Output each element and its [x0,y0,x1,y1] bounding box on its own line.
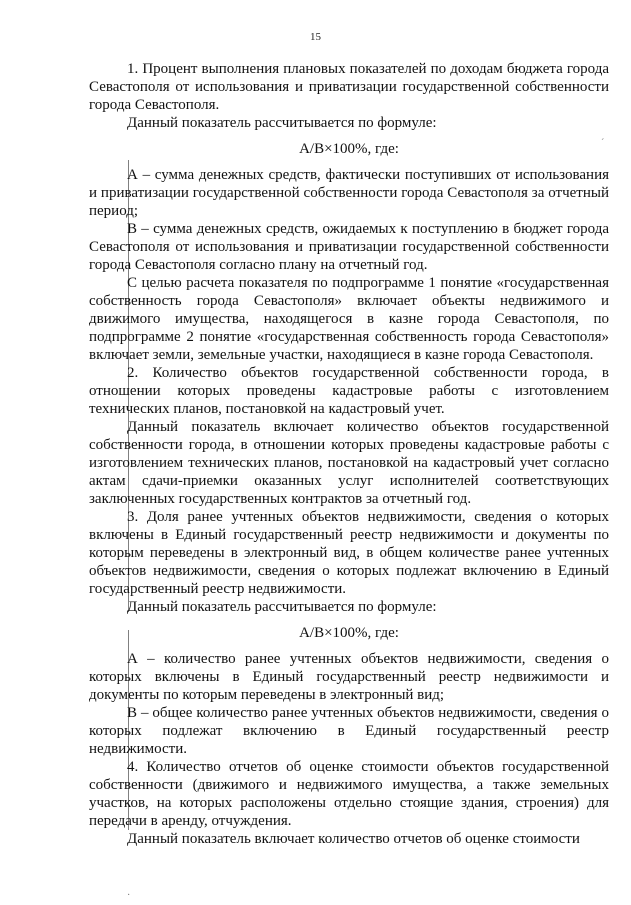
document-body [89,60,609,848]
paragraph-definition-b: В – общее количество ранее учтенных объектов недвижимости, сведения о которых подлежат включению в Единый государственный реестр недвижимости. [89,705,609,757]
paragraph-indicator-2-description: Данный показатель включает количество объектов государственной собственности города, в отношении которых проведены кадастровые работы с изготовлением технических планов, постановкой на кадастровый учет согласно актам сдачи-приемки оказанных услуг исполнителей соответствующих заключенных государственных контрактов за отчетный год. [89,419,609,507]
paragraph-definition-a: А – количество ранее учтенных объектов недвижимости, сведения о которых включены в Единый государственный реестр недвижимости и документы по которым переведены в электронный вид; [89,651,609,703]
paragraph-indicator-1: 1. Процент выполнения плановых показателей по доходам бюджета города Севастополя от использования и приватизации государственной собственности города Севастополя. [89,61,609,113]
paragraph-formula-intro: Данный показатель рассчитывается по формуле: [127,599,437,615]
scan-mark: · [127,890,131,901]
paragraph-definition-a: А – сумма денежных средств, фактически поступивших от использования и приватизации государственной собственности города Севастополя за отчетный период; [89,167,609,219]
paragraph-indicator-4-description: Данный показатель включает количество отчетов об оценке стоимости [127,831,580,847]
paragraph-indicator-4: 4. Количество отчетов об оценке стоимости объектов государственной собственности (движимого и недвижимого имущества, а также земельных участков, на которых расположены отдельно стоящие здания, строения) для передачи в аренду, отчуждения. [89,759,609,829]
formula: А/В×100%, где: [299,625,399,641]
scan-mark: ´ [601,138,605,149]
page-number: 15 [310,31,321,43]
paragraph-note: С целью расчета показателя по подпрограмме 1 понятие «государственная собственность города Севастополя» включает объекты недвижимого и движимого имущества, находящегося в казне города Севастополя, по подпрограмме 2 понятие «государственная собственность города Севастополя» включает земли, земельные участки, находящиеся в казне города Севастополя. [89,275,609,363]
paragraph-definition-b: В – сумма денежных средств, ожидаемых к поступлению в бюджет города Севастополя от использования и приватизации государственной собственности города Севастополя согласно плану на отчетный год. [89,221,609,273]
paragraph-formula-intro: Данный показатель рассчитывается по формуле: [127,115,437,131]
paragraph-indicator-2: 2. Количество объектов государственной собственности города, в отношении которых проведены кадастровые работы с изготовлением технических планов, постановкой на кадастровый учет. [89,365,609,417]
paragraph-indicator-3: 3. Доля ранее учтенных объектов недвижимости, сведения о которых включены в Единый государственный реестр недвижимости и документы по которым переведены в электронный вид, в общем количестве ранее учтенных объектов недвижимости, сведения о которых подлежат включению в Единый государственный реестр недвижимости. [89,509,609,597]
formula: А/В×100%, где: [299,141,399,157]
